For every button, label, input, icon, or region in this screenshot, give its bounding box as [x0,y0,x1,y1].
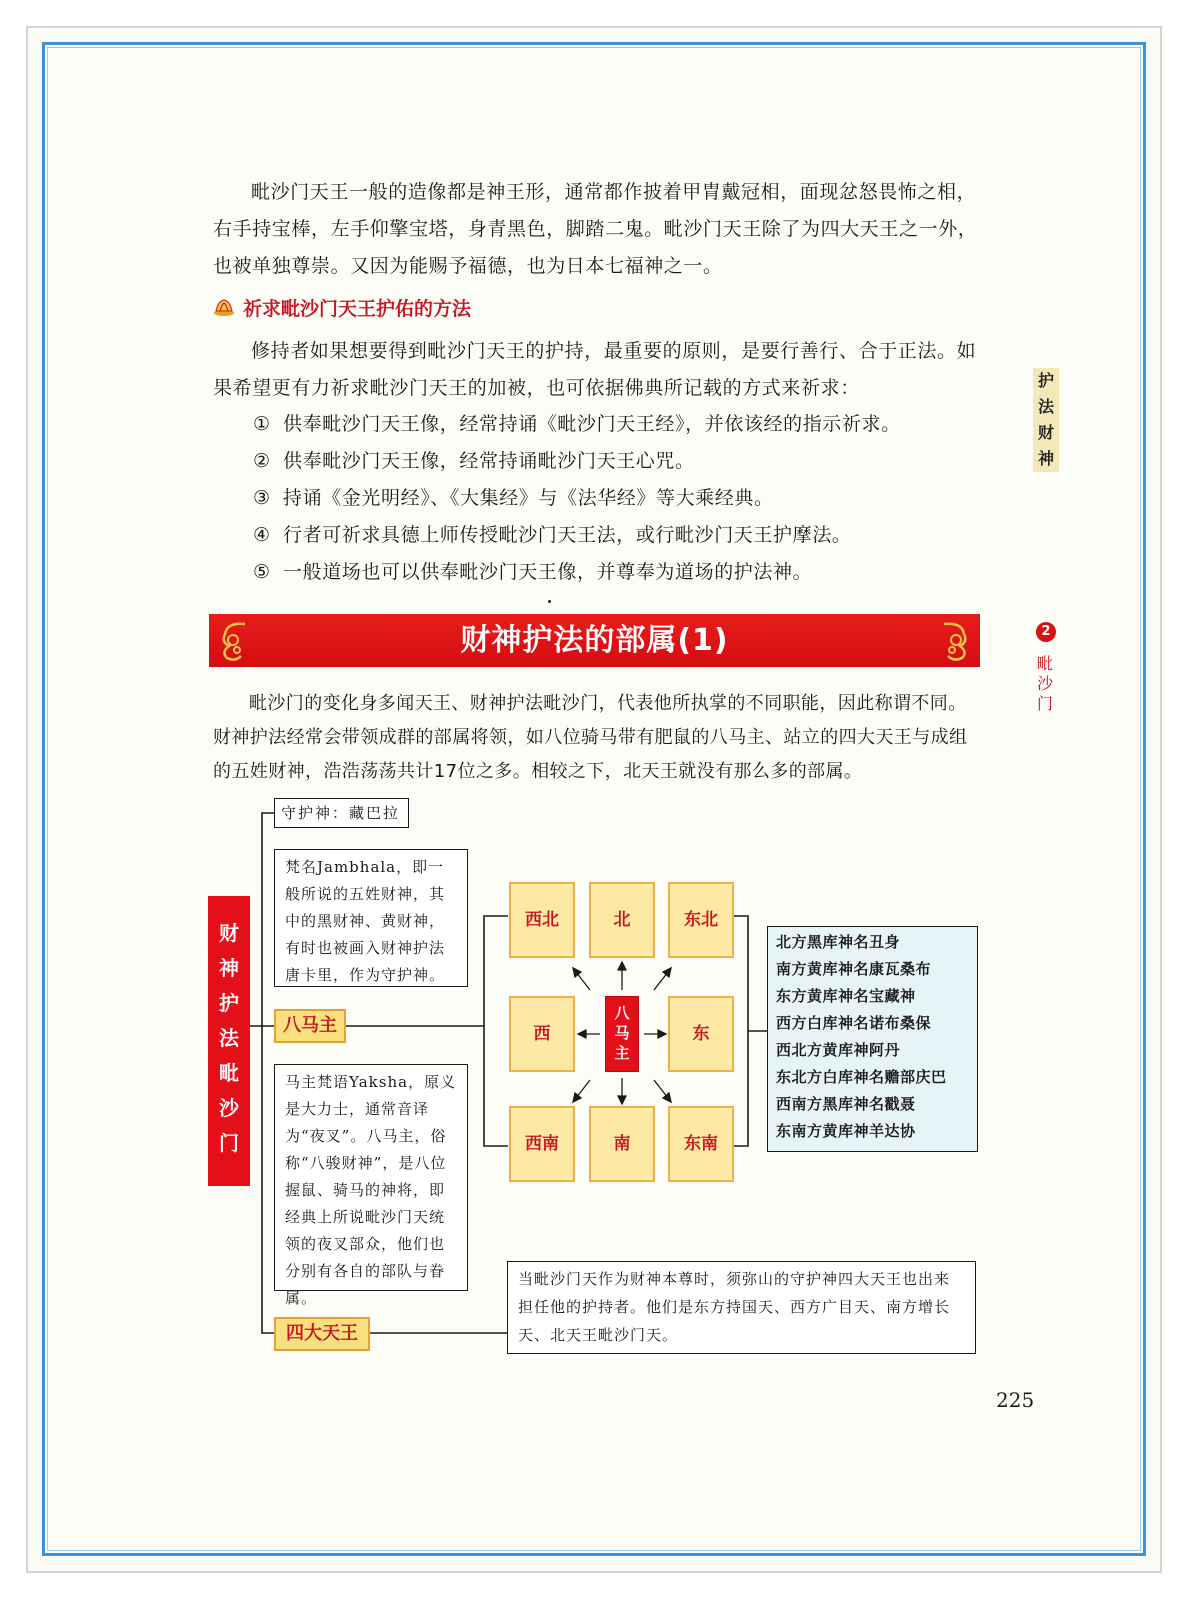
center-tile-char: 主 [614,1044,630,1062]
direction-tile-east: 东 [668,996,734,1072]
center-tile-char: 八 [614,1004,630,1022]
intro-paragraph: 毗沙门天王一般的造像都是神王形，通常都作披着甲胄戴冠相，面现忿怒畏怖之相，右手持宝棒，左手仰擎宝塔，身青黑色，脚踏二鬼。毗沙门天王除了为四大天王之一外，也被单独尊崇。又因为能赐予福德，也为日本七福神之一。 [213,181,978,277]
side-tab-char: 护 [1037,371,1054,390]
direction-tile-west: 西 [509,996,575,1072]
direction-tile-northwest: 西北 [509,882,575,958]
chapter-char: 门 [1036,694,1053,713]
guardian-label-box: 守护神：藏巴拉 [274,798,409,828]
guardian-item: 北方黑库神名丑身 [776,933,901,951]
direction-tile-northeast: 东北 [668,882,734,958]
method-item-text: 供奉毗沙门天王像，经常持诵毗沙门天王心咒。 [283,450,695,472]
guardian-item: 东方黄库神名宝藏神 [776,987,916,1005]
method-item-text: 持诵《金光明经》、《大集经》与《法华经》等大乘经典。 [283,487,774,509]
guardian-item: 南方黄库神名康瓦桑布 [776,960,932,978]
side-tab-char: 法 [1037,397,1054,416]
method-heading-text: 祈求毗沙门天王护佑的方法 [243,298,472,320]
side-tab-char: 神 [1037,449,1054,468]
guardian-item: 西方白库神名诺布桑保 [776,1014,932,1032]
method-item-text: 供奉毗沙门天王像，经常持诵《毗沙门天王经》，并依该经的指示祈求。 [283,413,901,435]
direction-tile-north: 北 [589,882,655,958]
vertical-title-char: 法 [219,1026,239,1050]
method-item-text: 一般道场也可以供奉毗沙门天王像，并尊奉为道场的护法神。 [283,561,813,583]
center-tile-eight-horse [605,996,639,1072]
guardian-item: 西北方黄库神阿丹 [776,1041,901,1059]
section-paragraph: 毗沙门的变化身多闻天王、财神护法毗沙门，代表他所执掌的不同职能，因此称谓不同。财神护法经常会带领成群的部属将领，如八位骑马带有肥鼠的八马主、站立的四大天王与成组的五姓财神，浩浩荡荡共计17位之多。相较之下，北天王就没有那么多的部属。 [213,693,968,782]
vertical-title-char: 沙 [219,1096,239,1120]
diagram-vertical-title [208,896,250,1186]
direction-tile-southeast: 东南 [668,1106,734,1182]
vertical-title-char: 护 [219,991,239,1015]
treasury-guardians-list [767,926,978,1152]
four-kings-note-box: 当毗沙门天作为财神本尊时，须弥山的守护神四大天王也出来担任他的护持者。他们是东方持国天、西方广目天、南方增长天、北天王毗沙门天。 [507,1261,976,1354]
guardian-item: 东北方白库神名赡部庆巴 [776,1068,947,1086]
vertical-title-char: 毗 [219,1061,239,1085]
page-number: 225 [996,1388,1035,1412]
chapter-char: 毗 [1036,654,1053,673]
vertical-title-char: 门 [219,1131,239,1155]
vertical-title-char: 神 [219,956,239,980]
method-item-text: 行者可祈求具德上师传授毗沙门天王法，或行毗沙门天王护摩法。 [283,524,852,546]
direction-tile-south: 南 [589,1106,655,1182]
direction-tile-southwest: 西南 [509,1106,575,1182]
method-item-number: ② [253,450,271,472]
method-intro-paragraph: 修持者如果想要得到毗沙门天王的护持，最重要的原则，是要行善行、合于正法。如果希望更有力祈求毗沙门天王的加被，也可依据佛典所记载的方式来祈求： [213,340,977,399]
jambhala-note-box: 梵名Jambhala，即一般所说的五姓财神，其中的黑财神、黄财神，有时也被画入财神护法唐卡里，作为守护神。 [274,849,468,987]
guardian-item: 东南方黄库神羊达协 [776,1122,916,1140]
four-kings-tag: 四大天王 [274,1317,370,1351]
vertical-title-char: 财 [219,921,239,945]
side-tab-char: 财 [1037,423,1054,442]
yaksha-note-box: 马主梵语Yaksha，原义是大力士，通常音译为“夜叉”。八马主，俗称“八骏财神”，是八位握鼠、骑马的神将，即经典上所说毗沙门天统领的夜叉部众，他们也分别有各自的部队与眷属。 [274,1064,468,1291]
method-item-number: ③ [253,487,271,509]
guardian-item: 西南方黑库神名戳聂 [776,1095,916,1113]
method-item-number: ④ [253,524,271,546]
eight-horse-tag: 八马主 [274,1009,346,1043]
center-tile-char: 马 [614,1024,630,1042]
banner-title: 财神护法的部属(1) [460,623,729,658]
chapter-number-badge: 2 [1036,622,1056,642]
method-item-number: ⑤ [253,561,271,583]
method-item-number: ① [253,413,271,435]
chapter-char: 沙 [1036,674,1053,693]
